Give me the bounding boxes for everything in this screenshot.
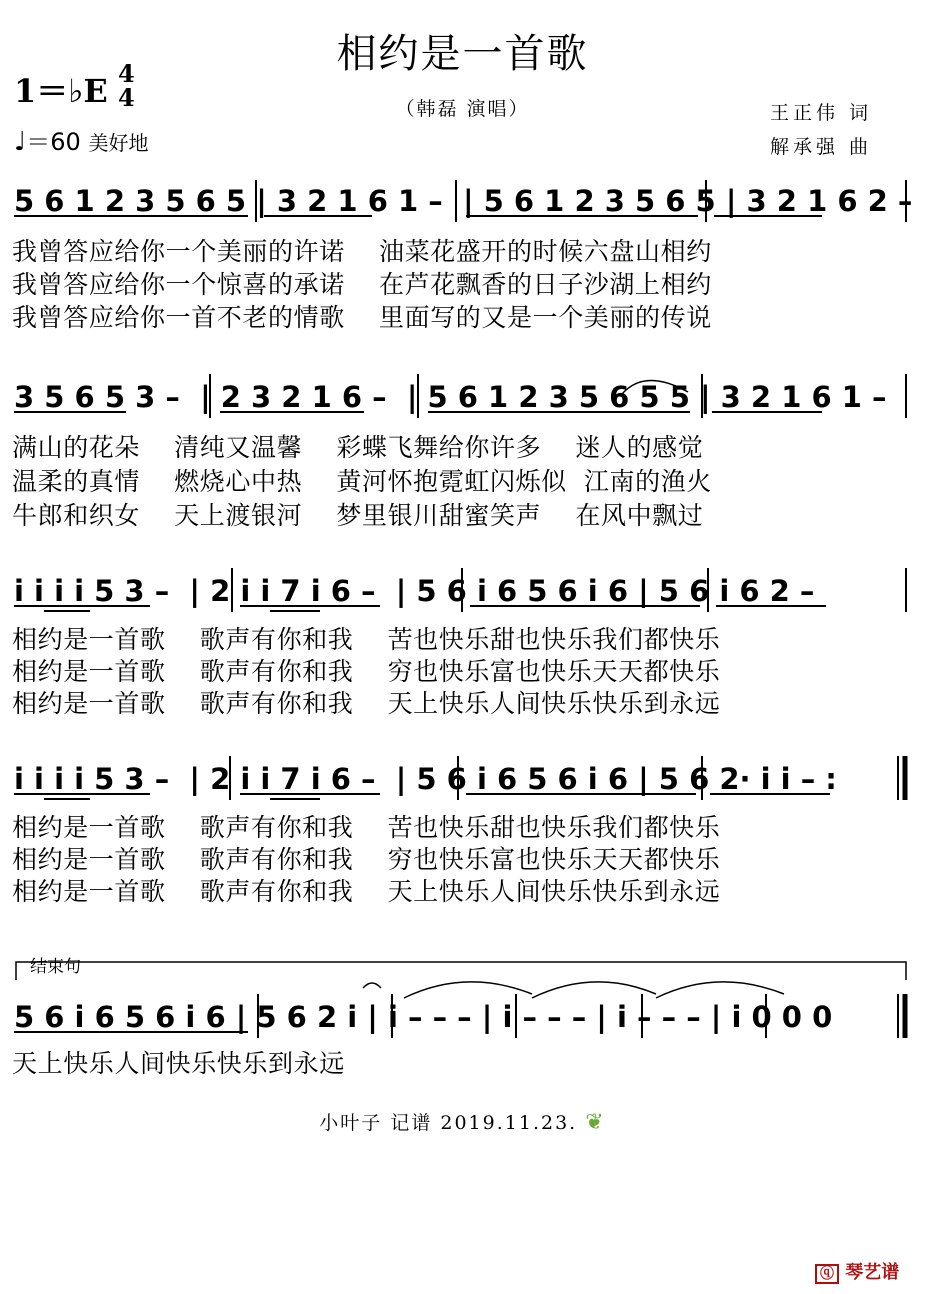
notation-row-4: i i i i 5 3 – | 2 i i 7 i 6 – | 5 6 i 6 5 6 i 6 | 5 6 2· i i – : (14, 762, 837, 796)
lyric-line-4-3: 相约是一首歌 歌声有你和我 天上快乐人间快乐快乐到永远 (12, 877, 721, 906)
notation-row-2: 3 5 6 5 3 – | 2 3 2 1 6 – | 5 6 1 2 3 5 6 5 5 | 3 2 1 6 1 – (14, 380, 887, 414)
logo-icon: ⓠ (815, 1264, 839, 1284)
tie-arc (404, 982, 532, 998)
lyric-line-1-1: 我曾答应给你一个美丽的许诺 油菜花盛开的时候六盘山相约 (12, 237, 712, 266)
tie-arc (622, 380, 688, 394)
time-signature-bottom: 4 (118, 83, 135, 112)
composer-credit: 解承强 曲 (770, 136, 873, 158)
lyric-line-3-1: 相约是一首歌 歌声有你和我 苦也快乐甜也快乐我们都快乐 (12, 625, 721, 654)
tie-arc (656, 982, 784, 998)
tempo-value: ＝60 (26, 128, 81, 156)
ending-label: 结束句 (30, 957, 81, 977)
ending-bracket (16, 962, 906, 980)
lyric-line-4-2: 相约是一首歌 歌声有你和我 穷也快乐富也快乐天天都快乐 (12, 845, 721, 874)
notation-row-1: 5 6 1 2 3 5 6 5 | 3 2 1 6 1 – | 5 6 1 2 3 5 6 5 | 3 2 1 6 2 – (14, 184, 913, 218)
watermark-text: 琴艺谱 (845, 1262, 900, 1283)
key-text: 1＝♭E (14, 72, 108, 110)
leaf-icon: ❦ (585, 1110, 606, 1135)
ending-lyric-line: 天上快乐人间快乐快乐到永远 (12, 1049, 345, 1078)
singer-credit: （韩磊 演唱） (395, 98, 530, 120)
lyric-line-1-3: 我曾答应给你一首不老的情歌 里面写的又是一个美丽的传说 (12, 303, 712, 332)
lyric-line-2-2: 温柔的真情 燃烧心中热 黄河怀抱霓虹闪烁似 江南的渔火 (12, 467, 712, 496)
lyricist-credit: 王正伟 词 (770, 102, 873, 124)
notation-row-3: i i i i 5 3 – | 2 i i 7 i 6 – | 5 6 i 6 5 6 i 6 | 5 6 i 6 2 – (14, 574, 815, 608)
lyric-line-2-3: 牛郎和织女 天上渡银河 梦里银川甜蜜笑声 在风中飘过 (12, 501, 704, 530)
lyric-line-2-1: 满山的花朵 清纯又温馨 彩蝶飞舞给你许多 迷人的感觉 (12, 433, 704, 462)
lyric-line-3-3: 相约是一首歌 歌声有你和我 天上快乐人间快乐快乐到永远 (12, 689, 721, 718)
time-signature-top: 4 (118, 59, 135, 88)
ending-notation-row: 5 6 i 6 5 6 i 6 | 5 6 2 i | i – – – | i – – – | i – – – | i 0 0 0 (14, 1000, 833, 1034)
fermata-icon (363, 983, 381, 988)
song-title: 相约是一首歌 (336, 31, 589, 77)
footer-text: 小叶子 记谱 2019.11.23. (319, 1112, 578, 1134)
lyric-line-3-2: 相约是一首歌 歌声有你和我 穷也快乐富也快乐天天都快乐 (12, 657, 721, 686)
quarter-note-icon: ♩ (14, 127, 27, 157)
lyric-line-1-2: 我曾答应给你一个惊喜的承诺 在芦花飘香的日子沙湖上相约 (12, 270, 712, 299)
expression-marking: 美好地 (88, 131, 149, 155)
lyric-line-4-1: 相约是一首歌 歌声有你和我 苦也快乐甜也快乐我们都快乐 (12, 813, 721, 842)
tie-arc (532, 982, 656, 998)
